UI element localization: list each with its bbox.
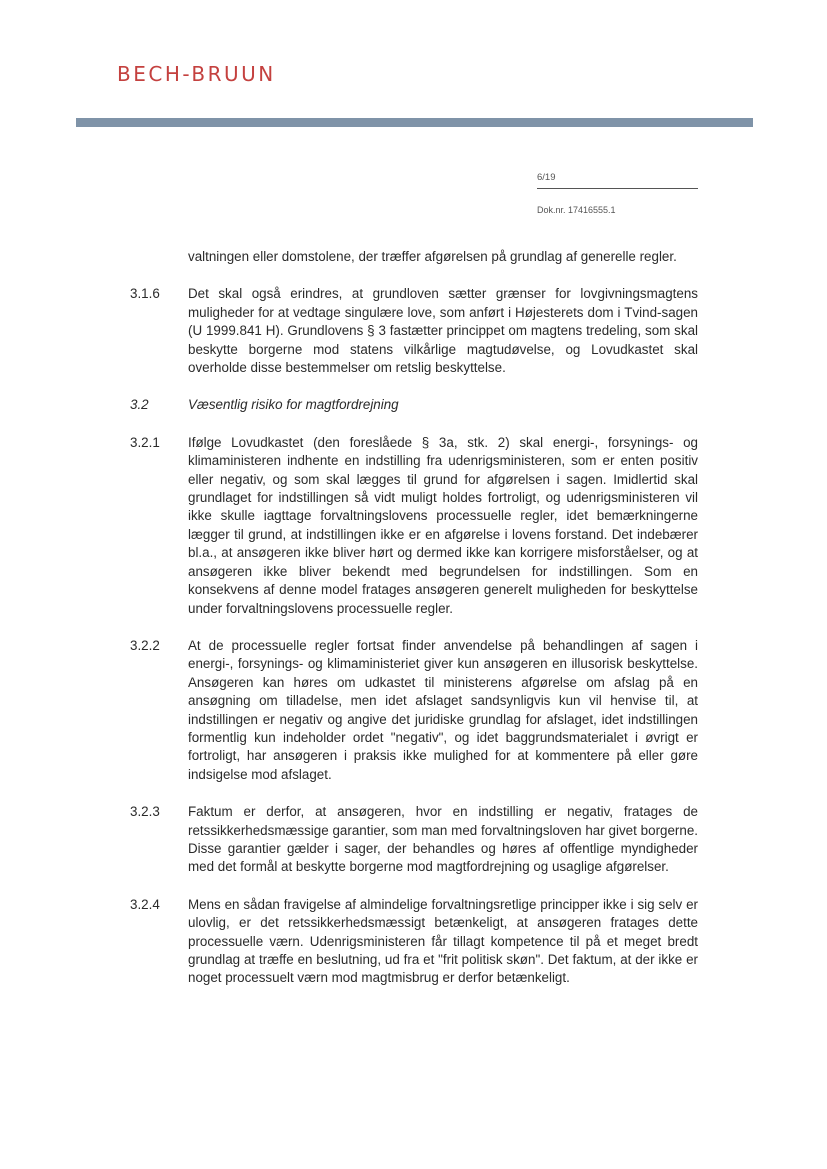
paragraph-text: Ifølge Lovudkastet (den foreslåede § 3a, stk. 2) skal energi-, forsynings- og klimaministeren indhente en indstilling fra udenrigsministeren, som er enten positiv eller negativ, og som skal lægges til grund for afgørelsen i sagen. Imidlertid skal grundlaget for indstillingen så vidt muligt holdes fortroligt, og udenrigsministeren vil ikke skulle iagttage forvaltningslovens processuelle regler, idet bemærkningerne lægger til grund, at indstillingen ikke er en afgørelse i lovens forstand. Det indebærer bl.a., at ansøgeren ikke bliver hørt og dermed ikke kan korrigere misforståelser, og at ansøgeren ikke bliver bekendt med begrundelsen for indstillingen. Som en konsekvens af denne model fratages ansøgeren generelt muligheden for beskyttelse under forvaltningslovens processuelle regler. xyxy=(188,434,698,616)
section-number: 3.2.3 xyxy=(130,804,160,820)
section-number xyxy=(130,248,188,266)
paragraph-3-1-6 xyxy=(130,285,698,377)
section-number: 3.2.4 xyxy=(130,896,160,912)
header-band xyxy=(76,118,753,127)
section-number: 3.1.6 xyxy=(130,286,160,302)
paragraph-continued xyxy=(130,248,698,266)
paragraph-3-2-1 xyxy=(130,434,698,618)
section-number: 3.2 xyxy=(130,397,149,413)
section-number: 3.2.1 xyxy=(130,434,160,450)
paragraph-3-2-2 xyxy=(130,637,698,784)
section-title: Væsentlig risiko for magtfordrejning xyxy=(188,397,399,413)
section-heading-3-2 xyxy=(130,396,698,414)
header-divider xyxy=(537,188,698,189)
paragraph-text: valtningen eller domstolene, der træffer afgørelsen på grundlag af generelle regler. xyxy=(188,249,677,264)
paragraph-text: Det skal også erindres, at grundloven sætter grænser for lovgivningsmagtens muligheder for at vedtage singulære love, som anført i Højesterets dom i Tvind-sagen (U 1999.841 H). Grundlovens § 3 fastætter princippet om magtens tredeling, som skal beskytte borgerne mod statens vilkårlige magtudøvelse, og Lovudkastet skal overholde disse bestemmelser om retslig beskyttelse. xyxy=(188,286,698,376)
paragraph-text: Faktum er derfor, at ansøgeren, hvor en indstilling er negativ, fratages de retssikkerhedsmæssige garantier, som man med forvaltningsloven har givet borgerne. Disse garantier gælder i sager, der behandles og høres af offentlige myndigheder med det formål at beskytte borgerne mod magtfordrejning og usaglige afgørelser. xyxy=(188,804,698,875)
document-body xyxy=(130,248,698,1007)
paragraph-text: At de processuelle regler fortsat finder anvendelse på behandlingen af sagen i energi-, forsynings- og klimaministeriet giver kun ansøgeren en illusorisk beskyttelse. Ansøgeren kan høres om udkastet til ministerens afgørelse om afslag på en ansøgning om tilladelse, men idet afslaget sandsynligvis kun vil henvise til, at indstillingen er negativ og angive det juridiske grundlag for afslaget, idet indstillingen formentlig kun indeholder ordet "negativ", og idet baggrundsmaterialet i øvrigt er fortroligt, har ansøgeren i praksis ikke mulighed for at kommentere på eller gøre indsigelse mod afslaget. xyxy=(188,637,698,782)
document-number: Dok.nr. 17416555.1 xyxy=(537,205,616,215)
paragraph-3-2-3 xyxy=(130,803,698,877)
section-number: 3.2.2 xyxy=(130,637,160,653)
company-logo: BECH-BRUUN xyxy=(117,62,276,86)
page-number: 6/19 xyxy=(537,172,556,183)
paragraph-text: Mens en sådan fravigelse af almindelige forvaltningsretlige principper ikke i sig selv er ulovlig, er det retssikkerhedsmæssigt betænkeligt, at ansøgeren fratages dette processuelle værn. Udenrigsministeren får tillagt kompetence til på et meget bredt grundlag at træffe en beslutning, ud fra et "frit politisk skøn". Det faktum, at der ikke er noget processuelt værn mod magtmisbrug er derfor betænkeligt. xyxy=(188,896,698,986)
paragraph-3-2-4 xyxy=(130,896,698,988)
